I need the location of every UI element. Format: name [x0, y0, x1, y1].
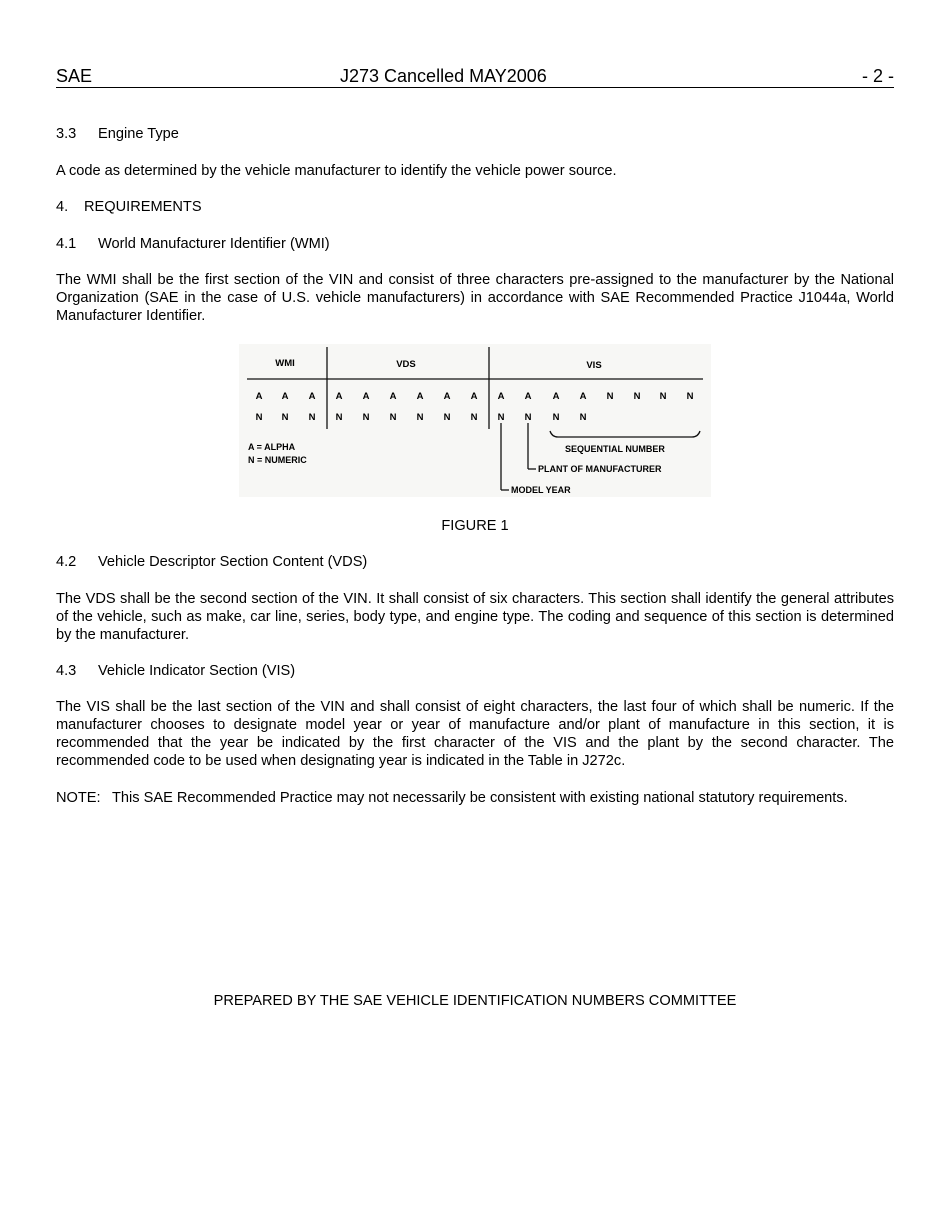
- header-doc-id: J273 Cancelled MAY2006: [340, 66, 547, 86]
- section-4-1-heading: 4.1 World Manufacturer Identifier (WMI): [56, 236, 330, 252]
- figure-caption: FIGURE 1: [441, 518, 509, 534]
- vin-char-a: A: [389, 391, 397, 402]
- vin-char-n: N: [416, 412, 424, 423]
- vin-char-a: A: [255, 391, 263, 402]
- vin-char-n: N: [389, 412, 397, 423]
- section-4-2-body: The VDS shall be the second section of the VIN. It shall consist of six characters. This section shall identify the general attributes of the vehicle, such as make, car line, series, body type, and engine type. The coding and sequence of this section is determined by the manufacturer.: [56, 591, 894, 643]
- vin-char-n: N: [335, 412, 343, 423]
- vin-char-n: N: [686, 391, 694, 402]
- vin-char-n: N: [579, 412, 587, 423]
- vin-char-n: N: [255, 412, 263, 423]
- section-4-3-heading: 4.3 Vehicle Indicator Section (VIS): [56, 663, 296, 679]
- footer-committee: PREPARED BY THE SAE VEHICLE IDENTIFICATION NUMBERS COMMITTEE: [213, 993, 737, 1009]
- label-model-year: MODEL YEAR: [511, 485, 571, 495]
- vin-char-a: A: [470, 391, 478, 402]
- section-3-3-heading: 3.3 Engine Type: [56, 126, 179, 142]
- header-page-number: - 2 -: [861, 66, 894, 86]
- vin-char-a: A: [497, 391, 505, 402]
- vin-char-n: N: [308, 412, 316, 423]
- vin-char-n: N: [443, 412, 451, 423]
- legend-alpha: A = ALPHA: [248, 442, 296, 452]
- vin-char-n: N: [606, 391, 614, 402]
- vin-char-a: A: [416, 391, 424, 402]
- vin-char-a: A: [335, 391, 343, 402]
- section-4-heading: 4. REQUIREMENTS: [56, 199, 202, 215]
- section-4-3-body: The VIS shall be the last section of the VIN and shall consist of eight characters, the last four of which shall be numeric. If the manufacturer chooses to designate model year or year of manufacture and/or plant of manufacture in this section, it is recommended that the year be indicated by the first character of the VIS and the plant by the second character. The recommended code to be used when designating year is indicated in the Table in J272c.: [56, 699, 894, 769]
- label-sequential-number: SEQUENTIAL NUMBER: [565, 444, 665, 454]
- vin-char-a: A: [524, 391, 532, 402]
- vin-char-n: N: [524, 412, 532, 423]
- vds-label: VDS: [396, 359, 416, 370]
- wmi-label: WMI: [275, 358, 295, 369]
- vin-char-n: N: [281, 412, 289, 423]
- vin-char-a: A: [281, 391, 289, 402]
- section-4-2-heading: 4.2 Vehicle Descriptor Section Content (VDS): [56, 554, 368, 570]
- section-4-1-body: The WMI shall be the first section of the VIN and consist of three characters pre-assigned to the manufacturer by the National Organization (SAE in the case of U.S. vehicle manufacturers) in accordance with SAE Recommended Practice J1044a, World Manufacturer Identifier.: [56, 272, 894, 324]
- vin-char-n: N: [362, 412, 370, 423]
- page-header: [56, 66, 894, 88]
- note-text: This SAE Recommended Practice may not necessarily be consistent with existing national statutory requirements.: [112, 790, 848, 806]
- label-plant-of-manufacturer: PLANT OF MANUFACTURER: [538, 464, 662, 474]
- vin-char-n: N: [470, 412, 478, 423]
- vin-char-a: A: [308, 391, 316, 402]
- note-label: NOTE:: [56, 790, 101, 806]
- vin-char-a: A: [552, 391, 560, 402]
- section-3-3-body: A code as determined by the vehicle manufacturer to identify the vehicle power source.: [56, 163, 617, 179]
- note: [56, 789, 894, 807]
- vin-char-a: A: [362, 391, 370, 402]
- vis-label: VIS: [586, 360, 602, 371]
- vin-char-a: A: [443, 391, 451, 402]
- vin-char-n: N: [659, 391, 667, 402]
- vin-char-n: N: [497, 412, 505, 423]
- vin-char-n: N: [633, 391, 641, 402]
- vin-char-a: A: [579, 391, 587, 402]
- legend-numeric: N = NUMERIC: [248, 455, 307, 465]
- header-org: SAE: [56, 66, 93, 86]
- vin-structure-figure: [239, 344, 711, 497]
- vin-char-n: N: [552, 412, 560, 423]
